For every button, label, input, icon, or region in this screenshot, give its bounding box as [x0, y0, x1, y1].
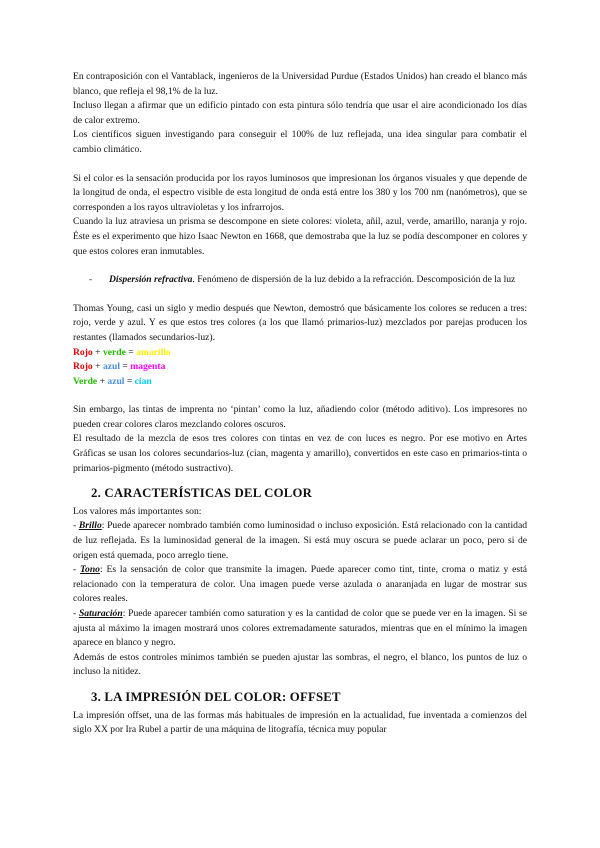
item-text-brillo: : Puede aparecer nombrado también como luminosidad o incluso exposición. Está relacionado con la cantidad de luz reflejada. Es la luminosidad general de la imagen. Si está muy oscura se puede aclarar un poco, pero si de origen está quemada, poco arreglo tiene. — [73, 520, 527, 561]
item-prefix: - — [73, 564, 81, 576]
mix-2-equals: = — [120, 361, 131, 373]
item-prefix: - — [73, 608, 79, 619]
mix-2-plus: + — [92, 361, 103, 373]
section-3-paragraph: La impresión offset, una de las formas más habituales de impresión en la actualidad, fue inventada a comienzos del siglo XX por Ira Rubel a partir de una máquina de litografía, técnica muy popular — [73, 709, 527, 736]
section-2-intro: Los valores más importantes son: — [73, 505, 202, 517]
mix-1-equals: = — [125, 346, 137, 358]
bullet-dash: - — [89, 274, 93, 286]
intro-paragraph-3: Los científicos siguen investigando para conseguir el 100% de luz reflejada, una idea singular para combatir el cambio climático. — [73, 129, 527, 155]
mix-line-1 — [73, 346, 527, 361]
bullet-term: Dispersión refractiva — [109, 274, 193, 286]
item-term-saturacion: Saturación — [78, 608, 123, 619]
mix-1-result: amarillo — [136, 346, 171, 358]
mix-2-b: azul — [102, 361, 120, 373]
bullet-text — [109, 273, 527, 288]
section-2-item-tono — [73, 563, 527, 607]
section-3-heading: 3. LA IMPRESIÓN DEL COLOR: OFFSET — [91, 689, 341, 704]
bullet-description: . Fenómeno de dispersión de la luz debido a la refracción. Descomposición de la luz — [192, 274, 516, 286]
section-2-closing: Además de estos controles mínimos también se pueden ajustar las sombras, el negro, el blanco, los puntos de luz o incluso la nitidez. — [73, 651, 527, 678]
young-paragraph: Thomas Young, casi un siglo y medio después que Newton, demostró que básicamente los colores se reducen a tres: rojo, verde y azul. Y es que estos tres colores (a los que llamó primarios-luz) mezclados por parejas producen los restantes (llamados secundarios-luz). — [73, 302, 527, 343]
item-text-tono: : Es la sensación de color que transmite la imagen. Puede aparecer como tint, tinte, croma o matiz y está relacionado con la temperatura de color. Una imagen puede verse azulada o anaranjada en lugar de mostrar sus colores reales. — [73, 564, 527, 605]
section-2-item-saturacion — [73, 607, 527, 651]
mix-2-a: Rojo — [73, 361, 93, 373]
mix-1-plus: + — [92, 346, 103, 358]
mix-3-b: azul — [107, 375, 125, 387]
color-paragraph-2: Cuando la luz atraviesa un prisma se descompone en siete colores: violeta, añil, azul, verde, amarillo, naranja y rojo. Éste es el experimento que hizo Isaac Newton en 1668, que demostraba que la luz se podía descomponer en colores y que estos colores eran inmutables. — [73, 216, 527, 257]
section-2-heading: 2. CARACTERÍSTICAS DEL COLOR — [91, 486, 313, 501]
mix-line-3 — [73, 375, 527, 390]
ink-paragraph-1: Sin embargo, las tintas de imprenta no ‘pintan’ como la luz, añadiendo color (método aditivo). Los impresores no pueden crear colores claros mezclando colores oscuros. — [73, 404, 527, 430]
intro-paragraph-1: En contraposición con el Vantablack, ingenieros de la Universidad Purdue (Estados Unidos) han creado el blanco más blanco, que refleja el 98,1% de la luz. — [73, 71, 527, 97]
item-term-tono: Tono — [80, 564, 100, 576]
color-paragraph-1: Si el color es la sensación producida por los rayos luminosos que impresionan los órganos visuales y que depende de la longitud de onda, el espectro visible de esta longitud de onda está entre los 380 y los 700 nm (nanómetros), que se corresponden a los rayos ultravioletas y los infrarrojos. — [73, 172, 527, 213]
mix-3-plus: + — [97, 375, 108, 387]
mix-1-b: verde — [102, 346, 126, 358]
mix-line-2 — [73, 360, 527, 375]
intro-paragraph-2: Incluso llegan a afirmar que un edificio pintado con esta pintura sólo tendría que usar el aire acondicionado los días de calor extremo. — [73, 100, 527, 126]
mix-3-result: cian — [134, 375, 152, 387]
mix-1-a: Rojo — [73, 346, 93, 358]
mix-2-result: magenta — [130, 361, 166, 373]
item-prefix: - — [73, 520, 79, 532]
mix-3-a: Verde — [73, 375, 98, 387]
mix-3-equals: = — [124, 375, 135, 387]
bullet-item — [89, 273, 527, 288]
document-page — [73, 70, 527, 738]
section-2-item-brillo — [73, 519, 527, 563]
item-term-brillo: Brillo — [78, 520, 102, 532]
item-text-saturacion: : Puede aparecer también como saturation y es la cantidad de color que se puede ver en la imagen. Si se ajusta al máximo la imagen mostrará unos colores extremadamente saturados, mientras que en el mínimo la imagen aparece en blanco y negro. — [73, 608, 527, 649]
ink-paragraph-2: El resultado de la mezcla de esos tres colores con tintas en vez de con luces es negro. Por ese motivo en Artes Gráficas se usan los colores secundarios-luz (cian, magenta y amarillo), convertidos en este caso en primarios-tinta o primarios-pigmento (método sustractivo). — [73, 433, 527, 474]
